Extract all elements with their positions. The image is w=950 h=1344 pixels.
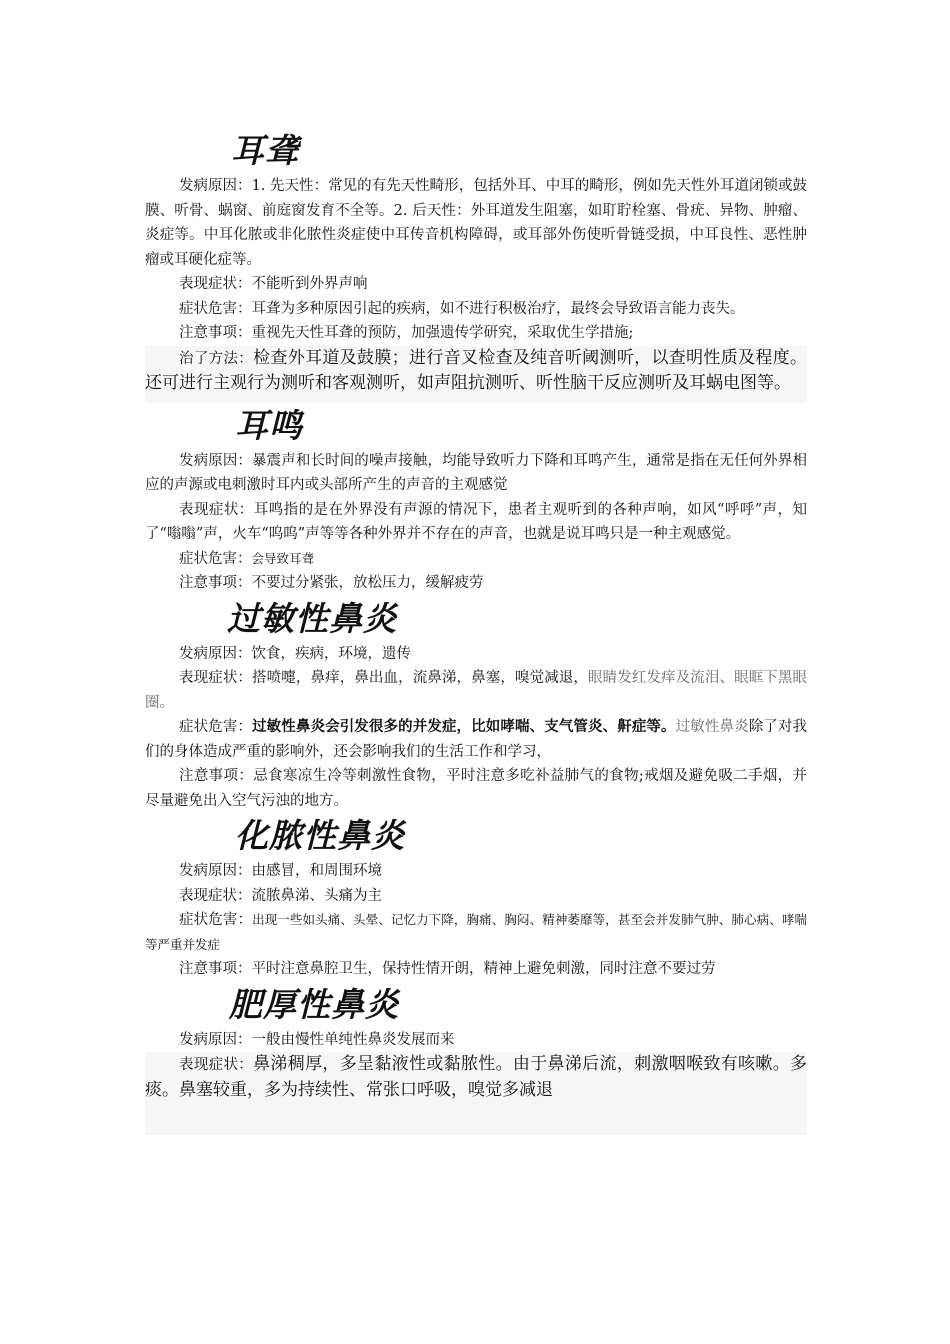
section-title-hypertrophic-rhinitis: 肥厚性鼻炎	[229, 984, 399, 1024]
paragraph-notes: 注意事项：平时注意鼻腔卫生，保持性情开朗，精神上避免刺激，同时注意不要过劳	[179, 961, 716, 977]
paragraph-symptom: 表现症状：鼻涕稠厚，多呈黏液性或黏脓性。由于鼻涕后流，刺激咽喉致有咳嗽。多痰。鼻塞较重，多为持续性、常张口呼吸，嗅觉多减退	[145, 1052, 807, 1103]
section-title-purulent-rhinitis: 化脓性鼻炎	[235, 816, 405, 855]
paragraph-notes: 注意事项：忌食寒凉生冷等刺激性食物，平时注意多吃补益肺气的食物;戒烟及避免吸二手烟，并尽量避免出入空气污浊的地方。	[145, 768, 807, 809]
paragraph-cause: 发病原因：1. 先天性：常见的有先天性畸形，包括外耳、中耳的畸形，例如先天性外耳道闭锁或鼓膜、听骨、蜗窗、前庭窗发育不全等。2. 后天性：外耳道发生阻塞，如耵聍栓塞、骨疣、异物、肿瘤、炎症等。中耳化脓或非化脓性炎症使中耳传音机构障碍，或耳部外伤使听骨链受损，中耳良性、恶性肿瘤或耳硬化症等。	[145, 178, 808, 268]
paragraph-harm: 症状危害：出现一些如头痛、头晕、记忆力下降，胸痛、胸闷、精神萎靡等，甚至会并发肺气肿、肺心病、哮喘等严重并发症	[145, 912, 807, 952]
section-title-deafness: 耳聋	[231, 131, 299, 170]
shaded-band	[145, 1103, 807, 1135]
section-title-tinnitus: 耳鸣	[235, 405, 303, 445]
paragraph-symptom: 表现症状：流脓鼻涕、头痛为主	[179, 887, 382, 904]
paragraph-symptom: 表现症状：搭喷嚏，鼻痒，鼻出血，流鼻涕，鼻塞，嗅觉减退，眼睛发红发痒及流泪、眼眶下黑眼圈。	[145, 670, 808, 711]
section-title-allergic-rhinitis: 过敏性鼻炎	[227, 598, 397, 638]
paragraph-treatment: 治了方法：检查外耳道及鼓膜；进行音叉检查及纯音听阈测听，以查明性质及程度。还可进行主观行为测听和客观测听，如声阻抗测听、听性脑干反应测听及耳蜗电图等。	[145, 346, 807, 403]
paragraph-notes: 注意事项：不要过分紧张，放松压力，缓解疲劳	[179, 575, 484, 591]
document-page	[145, 128, 807, 1135]
paragraph-cause: 发病原因：一般由慢性单纯性鼻炎发展而来	[179, 1031, 455, 1048]
paragraph-symptom: 表现症状：耳鸣指的是在外界没有声源的情况下，患者主观听到的各种声响，如风“呼呼”声，知了“嗡嗡”声，火车“呜呜”声等等各种外界并不存在的声音，也就是说耳鸣只是一种主观感觉。	[145, 501, 808, 542]
paragraph-cause: 发病原因：暴震声和长时间的噪声接触，均能导致听力下降和耳鸣产生，通常是指在无任何外界相应的声源或电刺激时耳内或头部所产生的声音的主观感觉	[145, 452, 808, 493]
paragraph-harm: 症状危害：过敏性鼻炎会引发很多的并发症，比如哮喘、支气管炎、鼾症等。过敏性鼻炎除了对我们的身体造成严重的影响外，还会影响我们的生活工作和学习，	[145, 718, 808, 760]
paragraph-cause: 发病原因：由感冒，和周围环境	[179, 863, 382, 879]
paragraph-harm: 症状危害：耳聋为多种原因引起的疾病，如不进行积极治疗，最终会导致语言能力丧失。	[179, 300, 745, 317]
paragraph-cause: 发病原因：饮食，疾病，环境，遗传	[179, 645, 411, 662]
paragraph-harm: 症状危害：会导致耳聋	[179, 550, 315, 567]
paragraph-symptom: 表现症状：不能听到外界声响	[179, 276, 368, 292]
paragraph-notes: 注意事项：重视先天性耳聋的预防，加强遗传学研究，采取优生学措施;	[179, 325, 634, 341]
